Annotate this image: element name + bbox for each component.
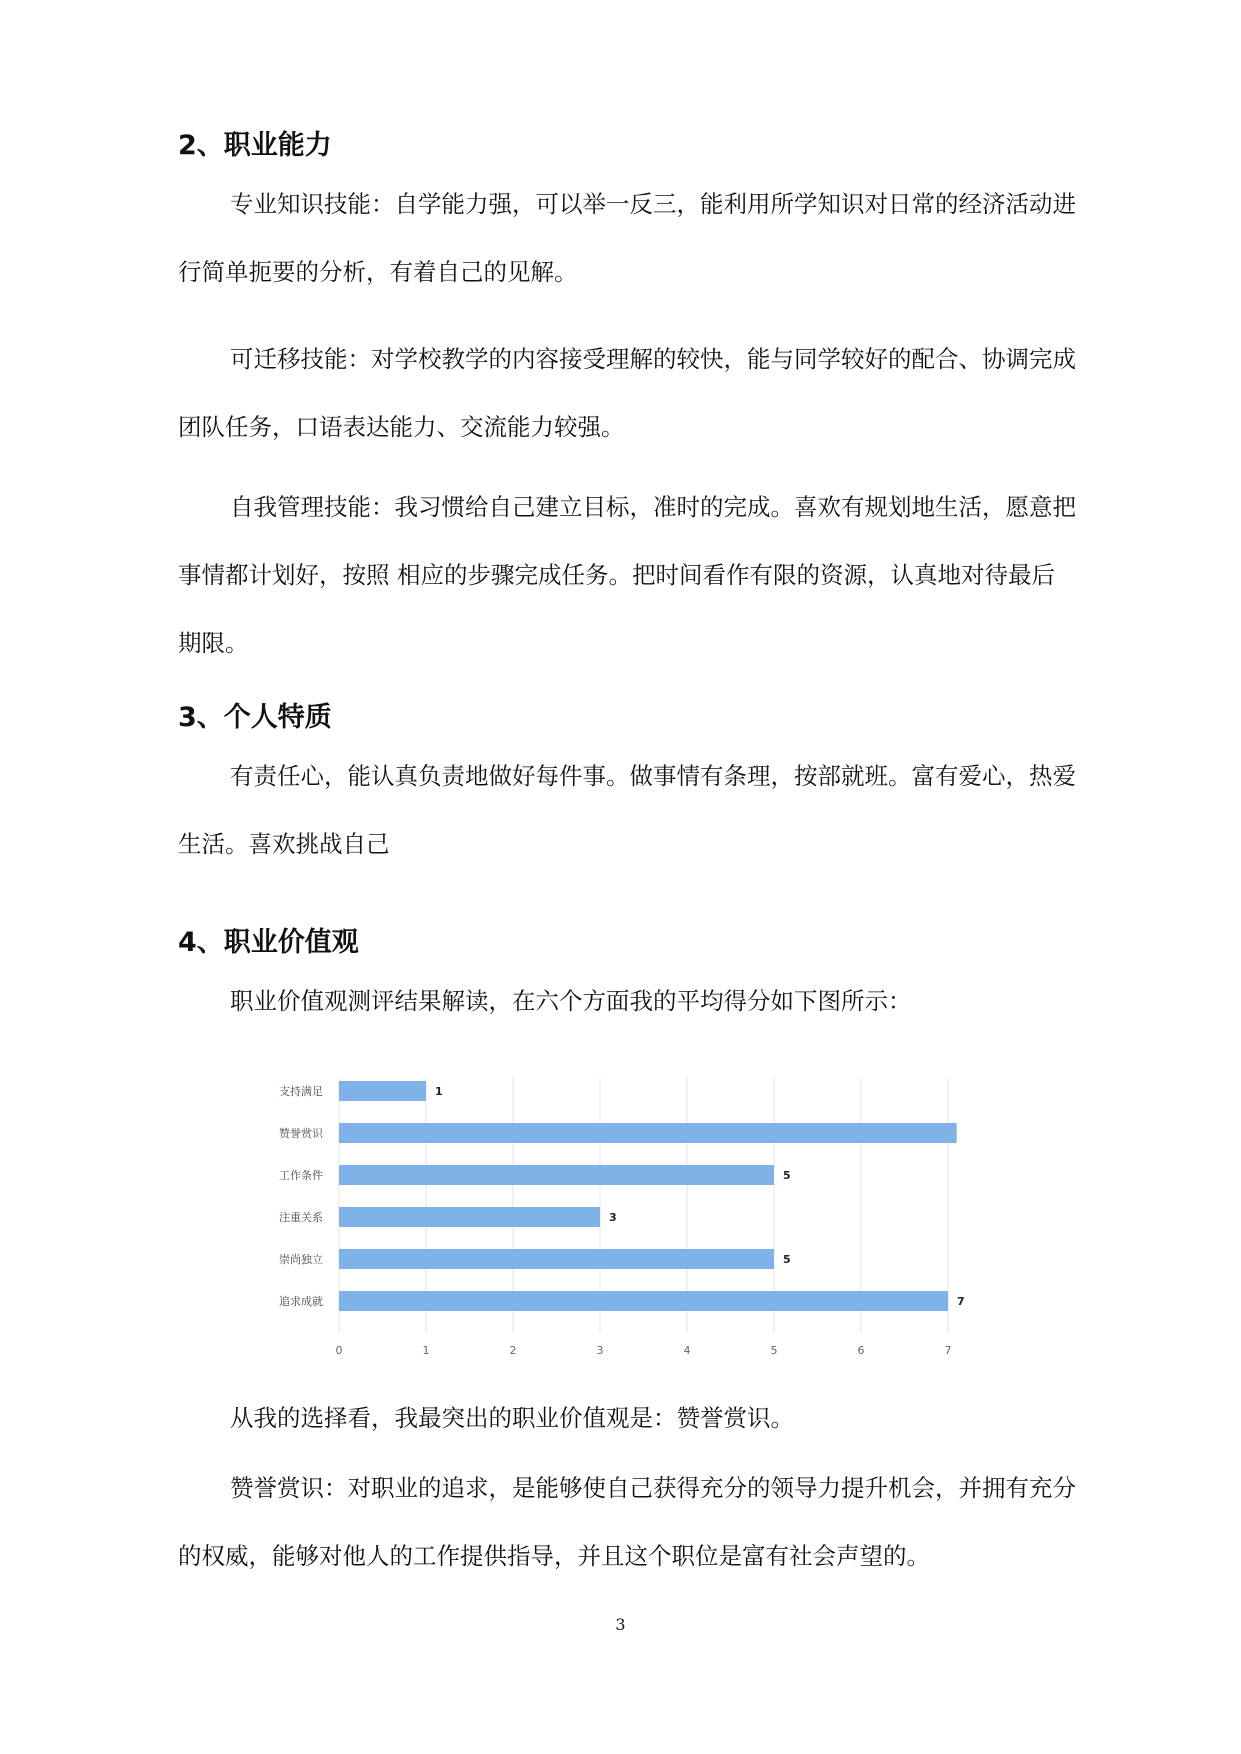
bar xyxy=(339,1249,774,1269)
x-tick-label: 3 xyxy=(596,1344,604,1357)
category-label: 赞誉赏识 xyxy=(279,1127,323,1140)
x-tick-label: 5 xyxy=(770,1344,778,1357)
x-tick-label: 1 xyxy=(422,1344,430,1357)
section-2-heading: 2、职业能力 xyxy=(178,130,332,161)
section-2-paragraph-2: 可迁移技能：对学校教学的内容接受理解的较快，能与同学较好的配合、协调完成团队任务，口语表达能力、交流能力较强。 xyxy=(178,345,1076,441)
x-tick-label: 4 xyxy=(683,1344,691,1357)
section-2-paragraph-1: 专业知识技能：自学能力强，可以举一反三，能利用所学知识对日常的经济活动进行简单扼要的分析，有着自己的见解。 xyxy=(178,190,1076,286)
section-4-intro: 职业价值观测评结果解读，在六个方面我的平均得分如下图所示： xyxy=(230,987,912,1015)
bar xyxy=(339,1165,774,1185)
bar xyxy=(339,1207,600,1227)
bar xyxy=(339,1123,957,1143)
section-4-heading: 4、职业价值观 xyxy=(178,927,359,958)
category-label: 支持满足 xyxy=(279,1085,323,1098)
section-2-paragraph-3: 自我管理技能：我习惯给自己建立目标，准时的完成。喜欢有规划地生活，愿意把事情都计划好，按照 相应的步骤完成任务。把时间看作有限的资源，认真地对待最后期限。 xyxy=(178,493,1076,657)
section-4-conclusion: 从我的选择看，我最突出的职业价值观是：赞誉赏识。 xyxy=(230,1404,794,1432)
data-label: 3 xyxy=(609,1211,617,1224)
data-label: 7 xyxy=(957,1295,965,1308)
section-3-paragraph-1: 有责任心，能认真负责地做好每件事。做事情有条理，按部就班。富有爱心，热爱生活。喜欢挑战自己 xyxy=(178,762,1076,858)
section-4-explanation: 赞誉赏识：对职业的追求，是能够使自己获得充分的领导力提升机会，并拥有充分的权威，能够对他人的工作提供指导，并且这个职位是富有社会声望的。 xyxy=(178,1474,1076,1570)
bar-chart xyxy=(255,1078,985,1370)
data-label: 5 xyxy=(783,1253,791,1266)
x-tick-label: 7 xyxy=(944,1344,952,1357)
bar xyxy=(339,1291,948,1311)
category-label: 追求成就 xyxy=(279,1295,323,1308)
category-label: 工作条件 xyxy=(279,1169,323,1182)
x-tick-label: 0 xyxy=(335,1344,343,1357)
data-label: 5 xyxy=(783,1169,791,1182)
category-label: 崇尚独立 xyxy=(279,1253,323,1266)
category-label: 注重关系 xyxy=(279,1211,323,1224)
x-tick-label: 6 xyxy=(857,1344,865,1357)
bar xyxy=(339,1081,426,1101)
page-number: 3 xyxy=(615,1615,626,1634)
x-tick-label: 2 xyxy=(509,1344,517,1357)
section-3-heading: 3、个人特质 xyxy=(178,702,332,733)
data-label: 1 xyxy=(435,1085,443,1098)
